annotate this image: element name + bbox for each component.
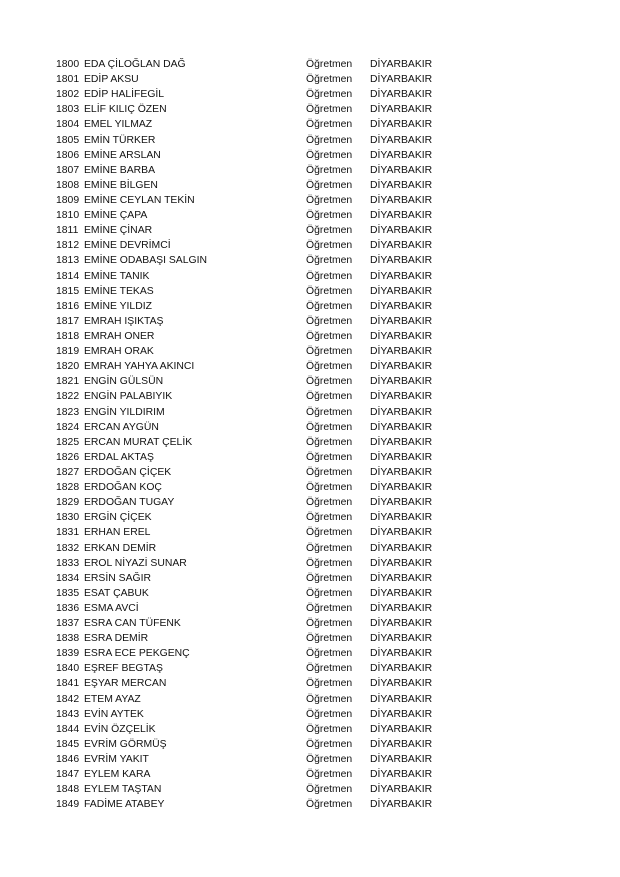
person-name: EVRİM GÖRMÜŞ bbox=[84, 738, 167, 750]
person-city: DİYARBAKIR bbox=[370, 527, 433, 539]
person-role: Öğretmen bbox=[306, 361, 353, 373]
list-item bbox=[56, 646, 456, 661]
row-number: 1806 bbox=[56, 149, 80, 161]
list-item bbox=[56, 495, 456, 510]
person-name: ERSİN SAĞIR bbox=[84, 572, 151, 584]
person-name: ERDOĞAN TUGAY bbox=[84, 497, 175, 509]
person-name: EMİNE TANIK bbox=[84, 270, 150, 282]
person-city: DİYARBAKIR bbox=[370, 602, 433, 614]
person-city: DİYARBAKIR bbox=[370, 210, 433, 222]
row-number: 1823 bbox=[56, 406, 80, 418]
row-number: 1838 bbox=[56, 633, 80, 645]
person-city: DİYARBAKIR bbox=[370, 784, 433, 796]
list-item bbox=[56, 616, 456, 631]
person-role: Öğretmen bbox=[306, 527, 353, 539]
person-role: Öğretmen bbox=[306, 376, 353, 388]
person-name: EYLEM TAŞTAN bbox=[84, 784, 162, 796]
list-item bbox=[56, 571, 456, 586]
person-city: DİYARBAKIR bbox=[370, 89, 433, 101]
row-number: 1843 bbox=[56, 708, 80, 720]
list-item bbox=[56, 57, 456, 72]
person-role: Öğretmen bbox=[306, 708, 353, 720]
row-number: 1845 bbox=[56, 738, 80, 750]
person-name: EDA ÇİLOĞLAN DAĞ bbox=[84, 59, 186, 70]
person-city: DİYARBAKIR bbox=[370, 512, 433, 524]
row-number: 1812 bbox=[56, 240, 80, 252]
person-name: EMİNE BİLGEN bbox=[84, 179, 158, 191]
person-city: DİYARBAKIR bbox=[370, 648, 433, 660]
list-item bbox=[56, 148, 456, 163]
person-role: Öğretmen bbox=[306, 542, 353, 554]
list-item bbox=[56, 556, 456, 571]
person-city: DİYARBAKIR bbox=[370, 799, 433, 811]
row-number: 1827 bbox=[56, 466, 80, 478]
person-city: DİYARBAKIR bbox=[370, 618, 433, 630]
list-item bbox=[56, 344, 456, 359]
person-city: DİYARBAKIR bbox=[370, 119, 433, 131]
person-name: EMİNE ÇİNAR bbox=[84, 225, 153, 237]
person-city: DİYARBAKIR bbox=[370, 482, 433, 494]
list-item bbox=[56, 510, 456, 525]
row-number: 1818 bbox=[56, 330, 80, 342]
row-number: 1811 bbox=[56, 225, 79, 237]
person-city: DİYARBAKIR bbox=[370, 497, 433, 509]
list-item bbox=[56, 87, 456, 102]
person-name: ENGİN YILDIRIM bbox=[84, 406, 165, 418]
row-number: 1801 bbox=[56, 74, 80, 86]
row-number: 1822 bbox=[56, 391, 80, 403]
person-city: DİYARBAKIR bbox=[370, 542, 433, 554]
row-number: 1826 bbox=[56, 451, 80, 463]
list-item bbox=[56, 314, 456, 329]
row-number: 1815 bbox=[56, 285, 80, 297]
list-item bbox=[56, 782, 456, 797]
person-role: Öğretmen bbox=[306, 693, 353, 705]
person-name: EVRİM YAKIT bbox=[84, 754, 149, 766]
person-city: DİYARBAKIR bbox=[370, 436, 433, 448]
list-item bbox=[56, 631, 456, 646]
person-name: ENGİN PALABIYIK bbox=[84, 391, 173, 403]
list-item bbox=[56, 102, 456, 117]
person-city: DİYARBAKIR bbox=[370, 330, 433, 342]
person-city: DİYARBAKIR bbox=[370, 587, 433, 599]
row-number: 1847 bbox=[56, 769, 80, 781]
person-city: DİYARBAKIR bbox=[370, 134, 433, 146]
row-number: 1848 bbox=[56, 784, 80, 796]
person-city: DİYARBAKIR bbox=[370, 315, 433, 327]
row-number: 1817 bbox=[56, 315, 80, 327]
person-role: Öğretmen bbox=[306, 663, 353, 675]
list-item bbox=[56, 284, 456, 299]
person-city: DİYARBAKIR bbox=[370, 270, 433, 282]
person-role: Öğretmen bbox=[306, 451, 353, 463]
person-role: Öğretmen bbox=[306, 799, 353, 811]
row-number: 1839 bbox=[56, 648, 80, 660]
person-city: DİYARBAKIR bbox=[370, 754, 433, 766]
row-number: 1804 bbox=[56, 119, 80, 131]
row-number: 1820 bbox=[56, 361, 80, 373]
person-role: Öğretmen bbox=[306, 738, 353, 750]
row-number: 1844 bbox=[56, 723, 80, 735]
person-name: ESRA ECE PEKGENÇ bbox=[84, 648, 190, 660]
row-number: 1832 bbox=[56, 542, 80, 554]
person-role: Öğretmen bbox=[306, 754, 353, 766]
row-number: 1800 bbox=[56, 59, 80, 70]
person-role: Öğretmen bbox=[306, 421, 353, 433]
person-role: Öğretmen bbox=[306, 225, 353, 237]
row-number: 1809 bbox=[56, 194, 80, 206]
list-item bbox=[56, 480, 456, 495]
person-role: Öğretmen bbox=[306, 59, 353, 70]
list-item bbox=[56, 405, 456, 420]
person-name: EMİN TÜRKER bbox=[84, 134, 156, 146]
person-name: EMEL YILMAZ bbox=[84, 119, 153, 131]
list-item bbox=[56, 525, 456, 540]
list-item bbox=[56, 465, 456, 480]
person-role: Öğretmen bbox=[306, 74, 353, 86]
list-item bbox=[56, 420, 456, 435]
person-role: Öğretmen bbox=[306, 648, 353, 660]
person-name: ERDOĞAN KOÇ bbox=[84, 482, 162, 494]
person-role: Öğretmen bbox=[306, 179, 353, 191]
person-name: ESAT ÇABUK bbox=[84, 587, 149, 599]
person-city: DİYARBAKIR bbox=[370, 769, 433, 781]
person-city: DİYARBAKIR bbox=[370, 693, 433, 705]
person-name: ERDAL AKTAŞ bbox=[84, 451, 154, 463]
person-city: DİYARBAKIR bbox=[370, 466, 433, 478]
list-item bbox=[56, 359, 456, 374]
person-city: DİYARBAKIR bbox=[370, 104, 433, 116]
list-item bbox=[56, 269, 456, 284]
person-city: DİYARBAKIR bbox=[370, 74, 433, 86]
row-number: 1821 bbox=[56, 376, 80, 388]
person-role: Öğretmen bbox=[306, 119, 353, 131]
person-name: EMİNE ARSLAN bbox=[84, 149, 161, 161]
person-role: Öğretmen bbox=[306, 255, 353, 267]
row-number: 1805 bbox=[56, 134, 80, 146]
row-number: 1814 bbox=[56, 270, 80, 282]
person-role: Öğretmen bbox=[306, 678, 353, 690]
row-number: 1808 bbox=[56, 179, 80, 191]
row-number: 1825 bbox=[56, 436, 80, 448]
row-number: 1824 bbox=[56, 421, 80, 433]
person-city: DİYARBAKIR bbox=[370, 240, 433, 252]
person-name: FADİME ATABEY bbox=[84, 799, 165, 811]
list-item bbox=[56, 707, 456, 722]
person-city: DİYARBAKIR bbox=[370, 406, 433, 418]
person-city: DİYARBAKIR bbox=[370, 557, 433, 569]
person-city: DİYARBAKIR bbox=[370, 285, 433, 297]
person-role: Öğretmen bbox=[306, 633, 353, 645]
person-role: Öğretmen bbox=[306, 210, 353, 222]
person-name: EVİN AYTEK bbox=[84, 708, 144, 720]
person-role: Öğretmen bbox=[306, 769, 353, 781]
person-name: EROL NİYAZİ SUNAR bbox=[84, 557, 187, 569]
person-role: Öğretmen bbox=[306, 602, 353, 614]
person-role: Öğretmen bbox=[306, 149, 353, 161]
list-item bbox=[56, 450, 456, 465]
row-number: 1816 bbox=[56, 300, 80, 312]
row-number: 1819 bbox=[56, 346, 80, 358]
row-number: 1840 bbox=[56, 663, 80, 675]
person-name: EMRAH ONER bbox=[84, 330, 155, 342]
row-number: 1846 bbox=[56, 754, 80, 766]
list-item bbox=[56, 133, 456, 148]
list-item bbox=[56, 767, 456, 782]
person-city: DİYARBAKIR bbox=[370, 179, 433, 191]
person-name: EMİNE TEKAS bbox=[84, 285, 154, 297]
person-name: EMİNE ODABAŞI SALGIN bbox=[84, 255, 207, 267]
person-name: ERGİN ÇİÇEK bbox=[84, 512, 152, 524]
person-role: Öğretmen bbox=[306, 497, 353, 509]
row-number: 1803 bbox=[56, 104, 80, 116]
person-name: ERCAN AYGÜN bbox=[84, 421, 159, 433]
person-name: EMİNE ÇAPA bbox=[84, 210, 148, 222]
row-number: 1802 bbox=[56, 89, 80, 101]
person-name: EDİP HALİFEGİL bbox=[84, 89, 165, 101]
person-role: Öğretmen bbox=[306, 164, 353, 176]
row-number: 1810 bbox=[56, 210, 80, 222]
person-name: ESRA CAN TÜFENK bbox=[84, 618, 181, 630]
person-name: EMİNE YILDIZ bbox=[84, 300, 152, 312]
list-item bbox=[56, 797, 456, 812]
person-name: EVİN ÖZÇELİK bbox=[84, 723, 156, 735]
person-role: Öğretmen bbox=[306, 330, 353, 342]
list-item bbox=[56, 178, 456, 193]
person-city: DİYARBAKIR bbox=[370, 361, 433, 373]
person-role: Öğretmen bbox=[306, 482, 353, 494]
person-role: Öğretmen bbox=[306, 784, 353, 796]
person-role: Öğretmen bbox=[306, 315, 353, 327]
person-role: Öğretmen bbox=[306, 89, 353, 101]
row-number: 1836 bbox=[56, 602, 80, 614]
person-name: ERHAN EREL bbox=[84, 527, 151, 539]
person-name: ETEM AYAZ bbox=[84, 693, 141, 705]
list-item bbox=[56, 208, 456, 223]
person-name: EMİNE CEYLAN TEKİN bbox=[84, 194, 195, 206]
person-city: DİYARBAKIR bbox=[370, 255, 433, 267]
list-item bbox=[56, 435, 456, 450]
list-item bbox=[56, 117, 456, 132]
person-name: ENGİN GÜLSÜN bbox=[84, 376, 164, 388]
list-item bbox=[56, 601, 456, 616]
person-city: DİYARBAKIR bbox=[370, 572, 433, 584]
list-item bbox=[56, 163, 456, 178]
list-item bbox=[56, 722, 456, 737]
person-city: DİYARBAKIR bbox=[370, 451, 433, 463]
person-role: Öğretmen bbox=[306, 587, 353, 599]
list-item bbox=[56, 692, 456, 707]
person-role: Öğretmen bbox=[306, 618, 353, 630]
person-name: ESMA AVCİ bbox=[84, 602, 139, 614]
person-city: DİYARBAKIR bbox=[370, 678, 433, 690]
list-item bbox=[56, 238, 456, 253]
person-name: EŞREF BEGTAŞ bbox=[84, 663, 163, 675]
person-role: Öğretmen bbox=[306, 391, 353, 403]
person-role: Öğretmen bbox=[306, 240, 353, 252]
person-city: DİYARBAKIR bbox=[370, 376, 433, 388]
person-name: ERCAN MURAT ÇELİK bbox=[84, 436, 193, 448]
row-number: 1831 bbox=[56, 527, 80, 539]
list-item bbox=[56, 374, 456, 389]
person-role: Öğretmen bbox=[306, 466, 353, 478]
person-city: DİYARBAKIR bbox=[370, 391, 433, 403]
row-number: 1807 bbox=[56, 164, 80, 176]
list-item bbox=[56, 676, 456, 691]
list-item bbox=[56, 299, 456, 314]
person-name: EYLEM KARA bbox=[84, 769, 151, 781]
person-role: Öğretmen bbox=[306, 300, 353, 312]
row-number: 1829 bbox=[56, 497, 80, 509]
person-city: DİYARBAKIR bbox=[370, 708, 433, 720]
person-role: Öğretmen bbox=[306, 572, 353, 584]
person-name: ELİF KILIÇ ÖZEN bbox=[84, 104, 167, 116]
person-name: EMİNE BARBA bbox=[84, 164, 156, 176]
person-name: EDİP AKSU bbox=[84, 74, 139, 86]
person-role: Öğretmen bbox=[306, 346, 353, 358]
row-number: 1813 bbox=[56, 255, 80, 267]
person-city: DİYARBAKIR bbox=[370, 149, 433, 161]
person-name: ESRA DEMİR bbox=[84, 633, 149, 645]
person-name: EMRAH YAHYA AKINCI bbox=[84, 361, 195, 373]
person-name: ERDOĞAN ÇİÇEK bbox=[84, 466, 172, 478]
list-item bbox=[56, 752, 456, 767]
person-name: EMİNE DEVRİMCİ bbox=[84, 240, 171, 252]
person-role: Öğretmen bbox=[306, 194, 353, 206]
list-item bbox=[56, 253, 456, 268]
list-item bbox=[56, 389, 456, 404]
list-item bbox=[56, 223, 456, 238]
person-city: DİYARBAKIR bbox=[370, 59, 433, 70]
person-city: DİYARBAKIR bbox=[370, 164, 433, 176]
row-number: 1849 bbox=[56, 799, 80, 811]
person-city: DİYARBAKIR bbox=[370, 194, 433, 206]
person-role: Öğretmen bbox=[306, 134, 353, 146]
row-number: 1837 bbox=[56, 618, 80, 630]
person-city: DİYARBAKIR bbox=[370, 723, 433, 735]
person-name: EŞYAR MERCAN bbox=[84, 678, 167, 690]
person-role: Öğretmen bbox=[306, 436, 353, 448]
person-role: Öğretmen bbox=[306, 406, 353, 418]
person-city: DİYARBAKIR bbox=[370, 421, 433, 433]
list-item bbox=[56, 193, 456, 208]
list-item bbox=[56, 586, 456, 601]
person-city: DİYARBAKIR bbox=[370, 633, 433, 645]
row-number: 1833 bbox=[56, 557, 80, 569]
row-number: 1835 bbox=[56, 587, 80, 599]
person-name: EMRAH IŞIKTAŞ bbox=[84, 315, 164, 327]
person-role: Öğretmen bbox=[306, 512, 353, 524]
person-role: Öğretmen bbox=[306, 270, 353, 282]
person-city: DİYARBAKIR bbox=[370, 300, 433, 312]
person-city: DİYARBAKIR bbox=[370, 346, 433, 358]
person-role: Öğretmen bbox=[306, 557, 353, 569]
list-item bbox=[56, 661, 456, 676]
person-role: Öğretmen bbox=[306, 285, 353, 297]
list-item bbox=[56, 541, 456, 556]
person-role: Öğretmen bbox=[306, 723, 353, 735]
person-name: EMRAH ORAK bbox=[84, 346, 154, 358]
personnel-list bbox=[56, 57, 456, 812]
row-number: 1834 bbox=[56, 572, 80, 584]
list-item bbox=[56, 329, 456, 344]
person-role: Öğretmen bbox=[306, 104, 353, 116]
person-city: DİYARBAKIR bbox=[370, 225, 433, 237]
row-number: 1841 bbox=[56, 678, 80, 690]
list-item bbox=[56, 737, 456, 752]
row-number: 1828 bbox=[56, 482, 80, 494]
person-name: ERKAN DEMİR bbox=[84, 542, 157, 554]
person-city: DİYARBAKIR bbox=[370, 663, 433, 675]
row-number: 1830 bbox=[56, 512, 80, 524]
person-city: DİYARBAKIR bbox=[370, 738, 433, 750]
list-item bbox=[56, 72, 456, 87]
row-number: 1842 bbox=[56, 693, 80, 705]
